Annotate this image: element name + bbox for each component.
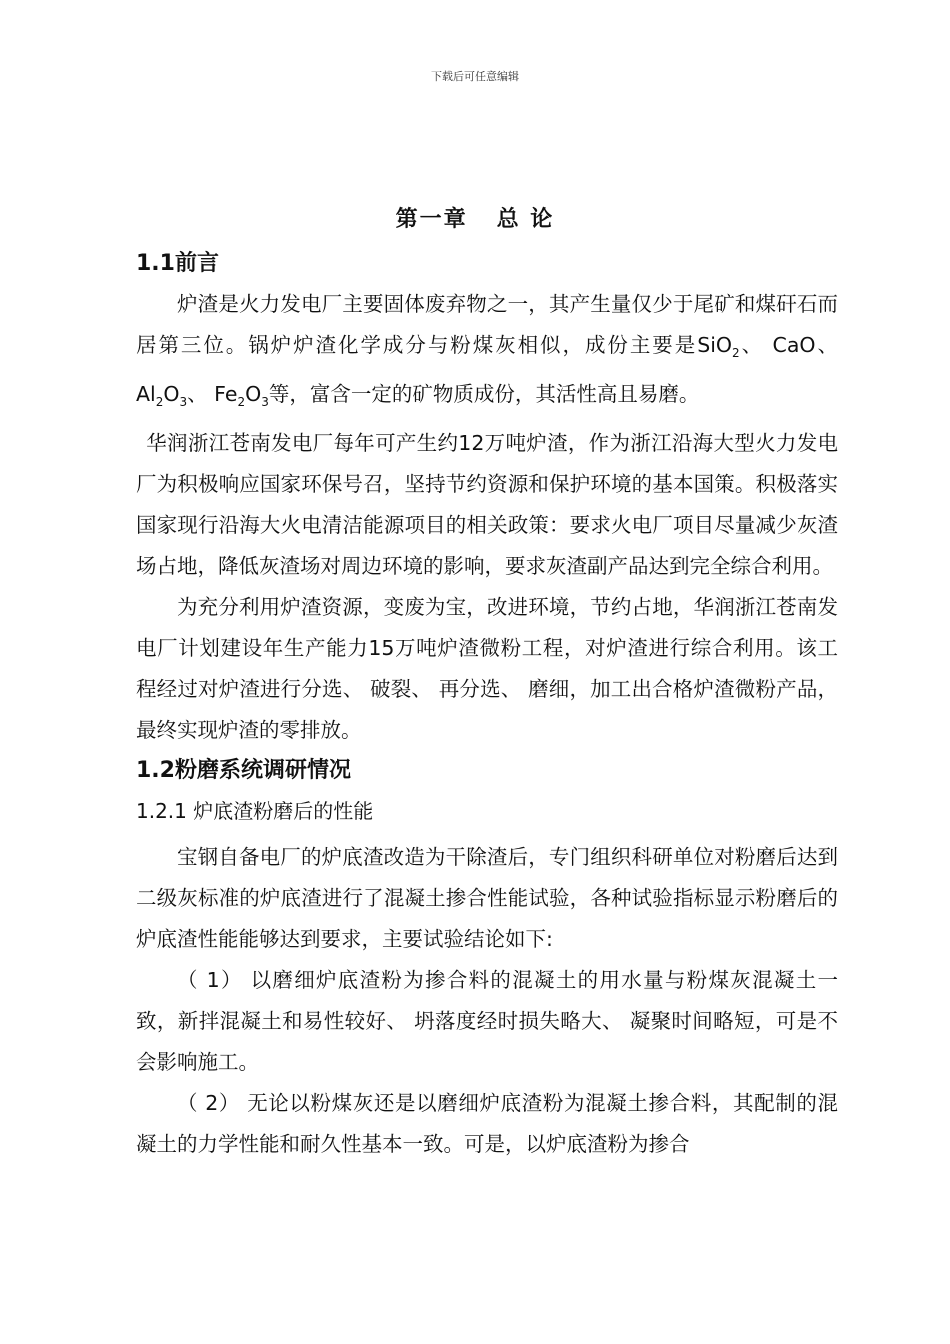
page-header: 下载后可任意编辑: [431, 70, 519, 83]
paragraph-cangnan: 华润浙江苍南发电厂每年可产生约12万吨炉渣，作为浙江沿海大型火力发电厂为积极响应国家环保号召，坚持节约资源和保护环境的基本国策。积极落实国家现行沿海大火电清洁能源项目的相关政策：要求火电厂项目尽量减少灰渣场占地，降低灰渣场对周边环境的影响，要求灰渣副产品达到完全综合利用。: [136, 431, 838, 579]
subsection-heading-1-2-1: 1.2.1 炉底渣粉磨后的性能: [136, 799, 374, 824]
paragraph-intro-text: 炉渣是火力发电厂主要固体废弃物之一，其产生量仅少于尾矿和煤矸石而居第三位。锅炉炉渣化学成分与粉煤灰相似，成份主要是: [136, 292, 838, 357]
paragraph-conclusion-2: （ 2） 无论以粉煤灰还是以磨细炉底渣粉为混凝土掺合料，其配制的混凝土的力学性能和耐久性基本一致。可是，以炉底渣粉为掺合: [136, 1091, 838, 1157]
paragraph-utilization: 为充分利用炉渣资源，变废为宝，改进环境，节约占地，华润浙江苍南发电厂计划建设年生产能力15万吨炉渣微粉工程，对炉渣进行综合利用。该工程经过对炉渣进行分选、 破裂、 再分选、 磨细，加工出合格炉渣微粉产品，最终实现炉渣的零排放。: [136, 595, 838, 743]
chapter-title: 第一章 总 论: [395, 207, 555, 232]
document-body: [136, 244, 838, 1165]
paragraph-intro-tail: 等，富含一定的矿物质成份，其活性高且易磨。: [268, 382, 700, 407]
paragraph-baosteel: 宝钢自备电厂的炉底渣改造为干除渣后，专门组织科研单位对粉磨后达到二级灰标准的炉底渣进行了混凝土掺合性能试验，各种试验指标显示粉磨后的炉底渣性能能够达到要求，主要试验结论如下:: [136, 845, 838, 952]
paragraph-intro: [136, 284, 838, 423]
chem-formula: SiO$_2$、 CaO、 $Al_2O_3$、 $Fe_2O_3$: [136, 333, 839, 410]
section-heading-1-2: 1.2粉磨系统调研情况: [136, 758, 351, 784]
paragraph-conclusion-1: （ 1） 以磨细炉底渣粉为掺合料的混凝土的用水量与粉煤灰混凝土一致，新拌混凝土和易性较好、 坍落度经时损失略大、 凝聚时间略短，可是不会影响施工。: [136, 968, 838, 1075]
section-heading-1-1: 1.1前言: [136, 251, 219, 276]
